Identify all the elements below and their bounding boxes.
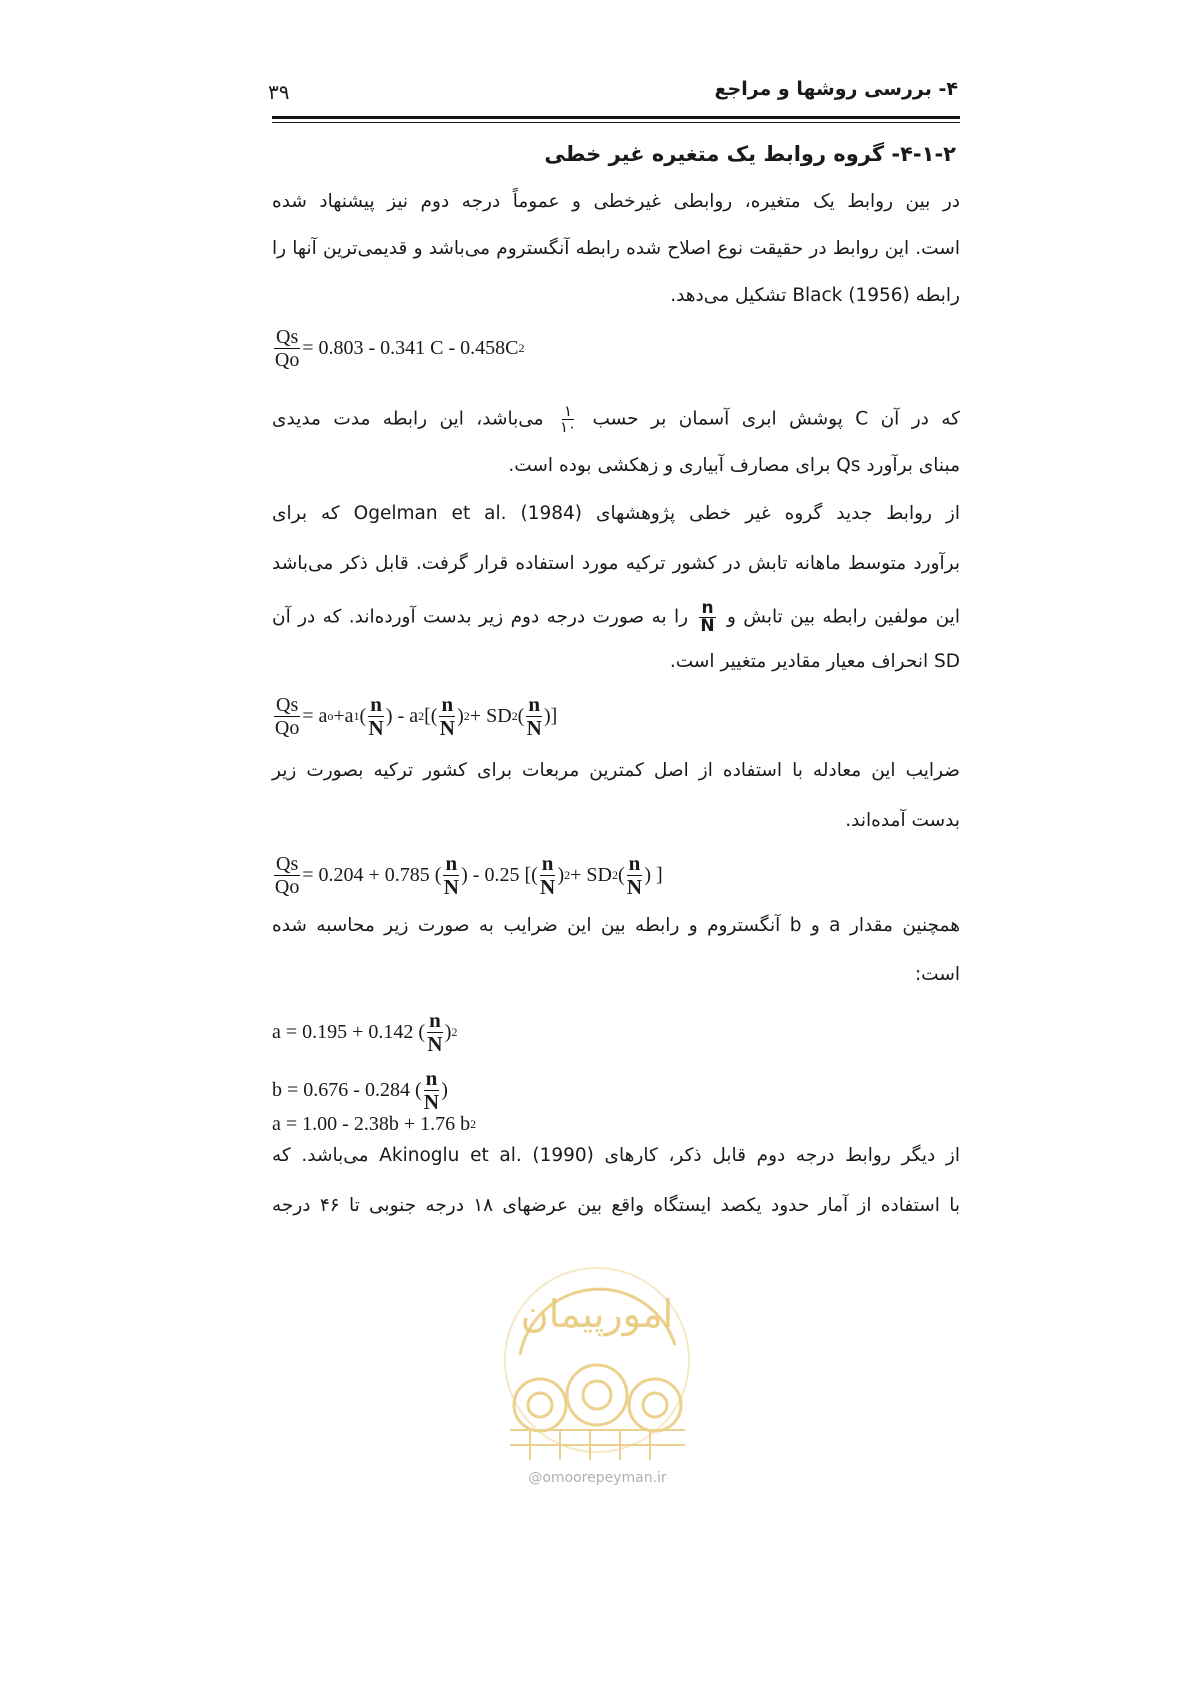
paragraph-line: با استفاده از آمار حدود یکصد ایستگاه واقع بین عرضهای ۱۸ درجه جنوبی تا ۴۶ درجه [272,1195,960,1216]
watermark-logo-text: امورپیمان [520,1292,674,1336]
header-rule-thin [272,122,960,123]
paragraph-line: بدست آمده‌اند. [845,810,960,831]
paragraph-line: همچنین مقدار a و b آنگستروم و رابطه بین این ضرایب به صورت زیر محاسبه شده [272,915,960,936]
paragraph-line: از روابط جدید گروه غیر خطی پژوهشهای Ogelman et al. (1984) که برای [272,503,961,524]
paragraph-line: است: [914,964,960,985]
fraction-one-tenth: $\frac{۱}{۱۰}$ [559,402,577,436]
page-number: ۳۹ [268,80,290,104]
equation-black: $\frac{Qs}{Qo}$ = 0.803 - 0.341 C - 0.458C 2 [274,326,525,371]
equation-ogelman: $\frac{Qs}{Qo}$ = a o +a 1 ( $\frac{n}{N}$ ) - a 2 [( $\frac{n}{N}$ ) 2 + SD 2 ( $\frac{n}{N}$ )] [274,692,558,740]
paragraph-line: رابطه Black (1956) تشکیل می‌دهد. [670,285,960,306]
header-rule-thick [272,116,960,119]
paragraph-line: این مولفین رابطه بین تابش و $\frac{n}{N}$ را به صورت درجه دوم زیر بدست آورده‌اند. که در آن [272,598,960,636]
section-title: ۴-۱-۲- گروه روابط یک متغیره غیر خطی [544,142,956,166]
paragraph-line: که در آن C پوشش ابری آسمان بر حسب $\frac{۱}{۱۰}$ می‌باشد، این رابطه مدت مدیدی [272,402,960,436]
chapter-title: ۴- بررسی روشها و مراجع [714,78,958,100]
equation-a: a = 0.195 + 0.142 ( $\frac{n}{N}$ ) 2 [272,1008,458,1056]
paragraph-line: SD انحراف معیار مقادیر متغییر است. [669,651,960,672]
paragraph-line: از دیگر روابط درجه دوم قابل ذکر، کارهای Akinoglu et al. (1990) می‌باشد. که [272,1145,960,1166]
fraction-qs-qo: $\frac{Qs}{Qo}$ [274,326,300,371]
equation-ab-relation: a = 1.00 - 2.38b + 1.76 b 2 [272,1113,477,1135]
paragraph-line: مبنای برآورد Qs برای مصارف آبیاری و زهکشی بوده است. [508,455,960,476]
equation-b: b = 0.676 - 0.284 ( $\frac{n}{N}$ ) [272,1066,448,1114]
watermark-logo [490,1255,705,1465]
paragraph-line: ضرایب این معادله با استفاده از اصل کمترین مربعات برای کشور ترکیه بصورت زیر [272,760,960,781]
paragraph-line: در بین روابط یک متغیره، روابطی غیرخطی و عموماً درجه دوم نیز پیشنهاد شده [272,191,960,212]
paragraph-line: است. این روابط در حقیقت نوع اصلاح شده رابطه آنگستروم می‌باشد و قدیمی‌ترین آنها را [272,238,960,259]
equation-turkey: $\frac{Qs}{Qo}$ = 0.204 + 0.785 ( $\frac{n}{N}$ ) - 0.25 [( $\frac{n}{N}$ ) 2 + SD 2 ( $\frac{n}{N}$ ) ] [274,851,663,899]
watermark-url: @omoorepeyman.ir [528,1470,667,1486]
paragraph-line: برآورد متوسط ماهانه تابش در کشور ترکیه مورد استفاده قرار گرفت. قابل ذکر می‌باشد [272,553,960,574]
fraction-n-N: $\frac{n}{N}$ [700,598,715,636]
